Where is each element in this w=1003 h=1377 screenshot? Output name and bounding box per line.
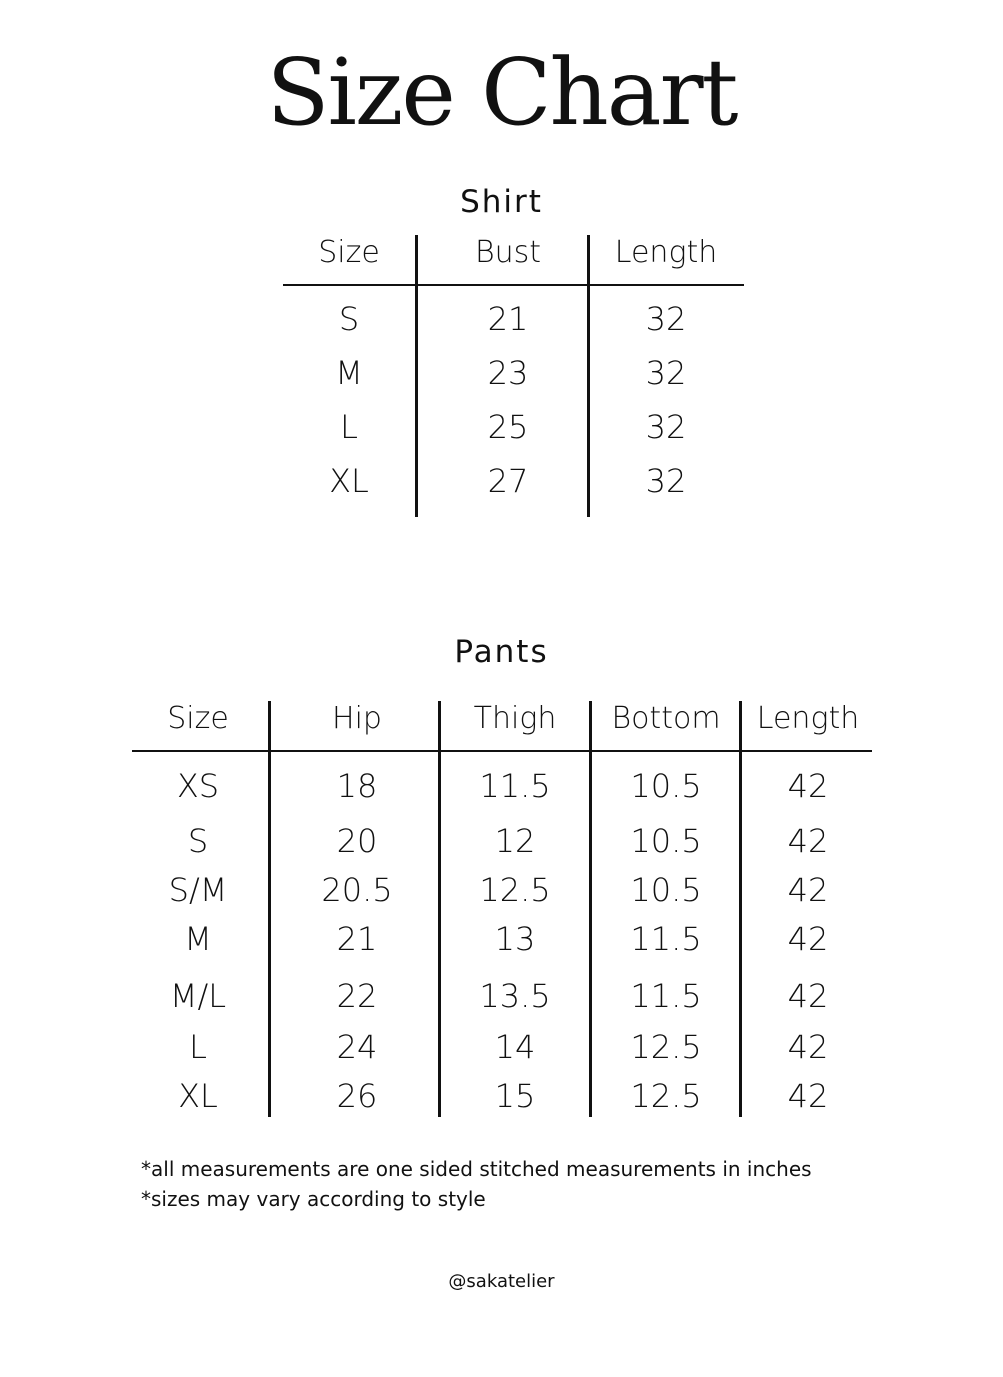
measurement-note: *all measurements are one sided stitched measurements in inches	[141, 1157, 812, 1181]
pants-value-cell: 20.5	[321, 871, 393, 909]
pants-column-divider	[739, 701, 742, 1117]
pants-value-cell: 12	[494, 822, 536, 860]
shirt-value-cell: 32	[645, 462, 687, 500]
shirt-size-cell: M	[335, 354, 363, 392]
pants-header-bottom: Bottom	[611, 701, 721, 736]
pants-value-cell: 21	[336, 920, 378, 958]
shirt-size-cell: L	[340, 408, 358, 446]
pants-header-length: Length	[756, 701, 860, 736]
pants-value-cell: 10.5	[630, 822, 702, 860]
shirt-value-cell: 32	[645, 300, 687, 338]
pants-column-divider	[438, 701, 441, 1117]
pants-header-divider	[132, 750, 872, 752]
pants-value-cell: 10.5	[630, 871, 702, 909]
pants-value-cell: 10.5	[630, 767, 702, 805]
pants-header-size: Size	[167, 701, 229, 736]
pants-value-cell: 11.5	[630, 920, 702, 958]
shirt-column-divider	[587, 235, 590, 517]
pants-value-cell: 12.5	[630, 1028, 702, 1066]
pants-value-cell: 26	[336, 1077, 378, 1115]
pants-header-hip: Hip	[332, 701, 382, 736]
pants-value-cell: 15	[494, 1077, 536, 1115]
shirt-size-cell: S	[338, 300, 360, 338]
pants-value-cell: 42	[787, 822, 829, 860]
pants-value-cell: 42	[787, 871, 829, 909]
pants-value-cell: 11.5	[630, 977, 702, 1015]
shirt-value-cell: 32	[645, 354, 687, 392]
shirt-value-cell: 23	[487, 354, 529, 392]
pants-value-cell: 13	[494, 920, 536, 958]
pants-value-cell: 18	[336, 767, 378, 805]
pants-section-title: Pants	[454, 634, 549, 670]
pants-value-cell: 42	[787, 1028, 829, 1066]
pants-header-thigh: Thigh	[473, 701, 557, 736]
pants-value-cell: 14	[494, 1028, 536, 1066]
shirt-value-cell: 27	[487, 462, 529, 500]
pants-size-cell: S/M	[168, 871, 228, 909]
pants-column-divider	[589, 701, 592, 1117]
shirt-value-cell: 32	[645, 408, 687, 446]
pants-column-divider	[268, 701, 271, 1117]
style-note: *sizes may vary according to style	[141, 1187, 486, 1211]
pants-value-cell: 20	[336, 822, 378, 860]
pants-value-cell: 42	[787, 920, 829, 958]
pants-size-cell: XS	[176, 767, 220, 805]
pants-value-cell: 42	[787, 977, 829, 1015]
pants-value-cell: 24	[336, 1028, 378, 1066]
brand-handle: @sakatelier	[448, 1271, 555, 1292]
pants-value-cell: 42	[787, 1077, 829, 1115]
page-title: Size Chart	[266, 39, 737, 146]
shirt-header-length: Length	[614, 235, 718, 270]
shirt-value-cell: 21	[487, 300, 529, 338]
shirt-header-bust: Bust	[474, 235, 542, 270]
pants-size-cell: M/L	[169, 977, 227, 1015]
pants-value-cell: 11.5	[479, 767, 551, 805]
pants-size-cell: XL	[178, 1077, 218, 1115]
shirt-column-divider	[415, 235, 418, 517]
shirt-size-cell: XL	[329, 462, 369, 500]
pants-value-cell: 13.5	[479, 977, 551, 1015]
pants-size-cell: M	[184, 920, 212, 958]
pants-size-cell: S	[187, 822, 209, 860]
pants-value-cell: 42	[787, 767, 829, 805]
pants-value-cell: 22	[336, 977, 378, 1015]
shirt-value-cell: 25	[487, 408, 529, 446]
pants-size-cell: L	[189, 1028, 207, 1066]
pants-value-cell: 12.5	[479, 871, 551, 909]
shirt-header-size: Size	[318, 235, 380, 270]
shirt-section-title: Shirt	[460, 184, 543, 220]
shirt-header-divider	[283, 284, 744, 286]
pants-value-cell: 12.5	[630, 1077, 702, 1115]
